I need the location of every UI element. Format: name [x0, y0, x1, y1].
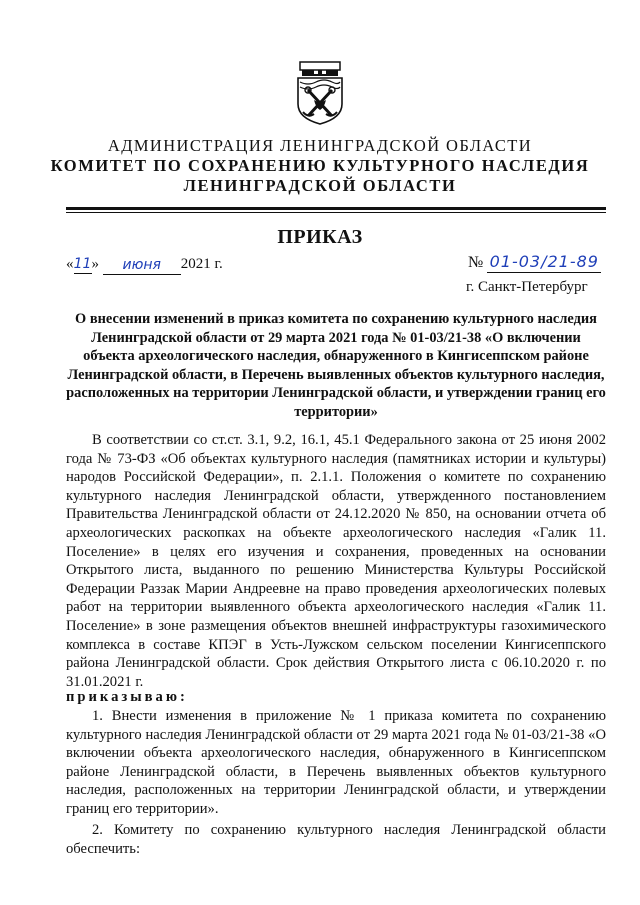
order-number: [468, 253, 601, 273]
header-committee: КОМИТЕТ ПО СОХРАНЕНИЮ КУЛЬТУРНОГО НАСЛЕДИЯ: [50, 156, 590, 175]
city-label: г. Санкт-Петербург: [466, 279, 588, 295]
date-close-quote: »: [91, 256, 99, 272]
number-field: [487, 253, 601, 273]
order-date: [66, 255, 223, 274]
order-subject: О внесении изменений в приказ комитета по сохранению культурного наследия Ленинградской области от 29 марта 2021 года № 01-03/21-38 «О включении объекта археологического наследия, обнаруженного в Кингисеппском районе Ленинградской области, в Перечень выявленных объектов культурного наследия, расположенных на территории Ленинградской области, и утверждении границ его территории»: [66, 311, 606, 420]
coat-of-arms-icon: [292, 60, 348, 126]
date-day-field: [74, 255, 92, 274]
preamble-paragraph: [66, 431, 606, 691]
date-month: июня: [122, 257, 161, 273]
header-administration: АДМИНИСТРАЦИЯ ЛЕНИНГРАДСКОЙ ОБЛАСТИ: [107, 136, 533, 155]
date-year: 2021 г.: [180, 256, 223, 272]
order-item-1-text: 1. Внести изменения в приложение № 1 приказа комитета по сохранению культурного наследия Ленинградской области от 29 марта 2021 года № 01-03/21-38 «О включении объекта археологического наследия, обнаруженного в Кингисеппском районе Ленинградской области, в Перечень выявленных объектов культурного наследия, расположенных на территории Ленинградской области, и утверждении границ его территории».: [66, 708, 606, 817]
date-day: 11: [73, 256, 92, 272]
date-open-quote: «: [66, 256, 74, 272]
order-item-2: [66, 821, 606, 858]
order-directive: приказываю:: [66, 689, 188, 705]
header-region: ЛЕНИНГРАДСКОЙ ОБЛАСТИ: [183, 176, 457, 195]
order-item-2-text: 2. Комитету по сохранению культурного наследия Ленинградской области обеспечить:: [66, 822, 606, 857]
header-divider-thick: [66, 207, 606, 210]
date-month-field: [103, 256, 181, 275]
number-prefix: №: [468, 254, 484, 271]
order-title: ПРИКАЗ: [277, 226, 363, 248]
preamble-text: В соответствии со ст.ст. 3.1, 9.2, 16.1, 45.1 Федерального закона от 25 июня 2002 года № 73-ФЗ «Об объектах культурного наследия (памятниках истории и культуры) народов Российской Федерации», п. 2.1.1. Положения о комитете по сохранению культурного наследия Ленинградской области, утвержденного постановлением Правительства Ленинградской области от 24.12.2020 № 850, на основании отчета об археологических раскопках на объекте археологического наследия «Галик 11. Поселение» в целях его изучения и сохранения, проведенных на основании Открытого листа, выданного по решению Министерства Культуры Российской Федерации Раззак Марии Андреевне на право проведения археологических полевых работ на территории выявленного объекта археологического наследия «Галик 11. Поселение» в зоне размещения объектов внешней инфраструктуры газохимического комплекса в составе КПЭГ в Усть-Лужском сельском поселении Кингисеппского района Ленинградской области. Срок действия Открытого листа с 06.10.2020 г. по 31.01.2021 г.: [66, 432, 606, 690]
order-item-1: [66, 707, 606, 819]
number-value: 01-03/21-89: [489, 252, 599, 271]
header-divider-thin: [66, 212, 606, 213]
